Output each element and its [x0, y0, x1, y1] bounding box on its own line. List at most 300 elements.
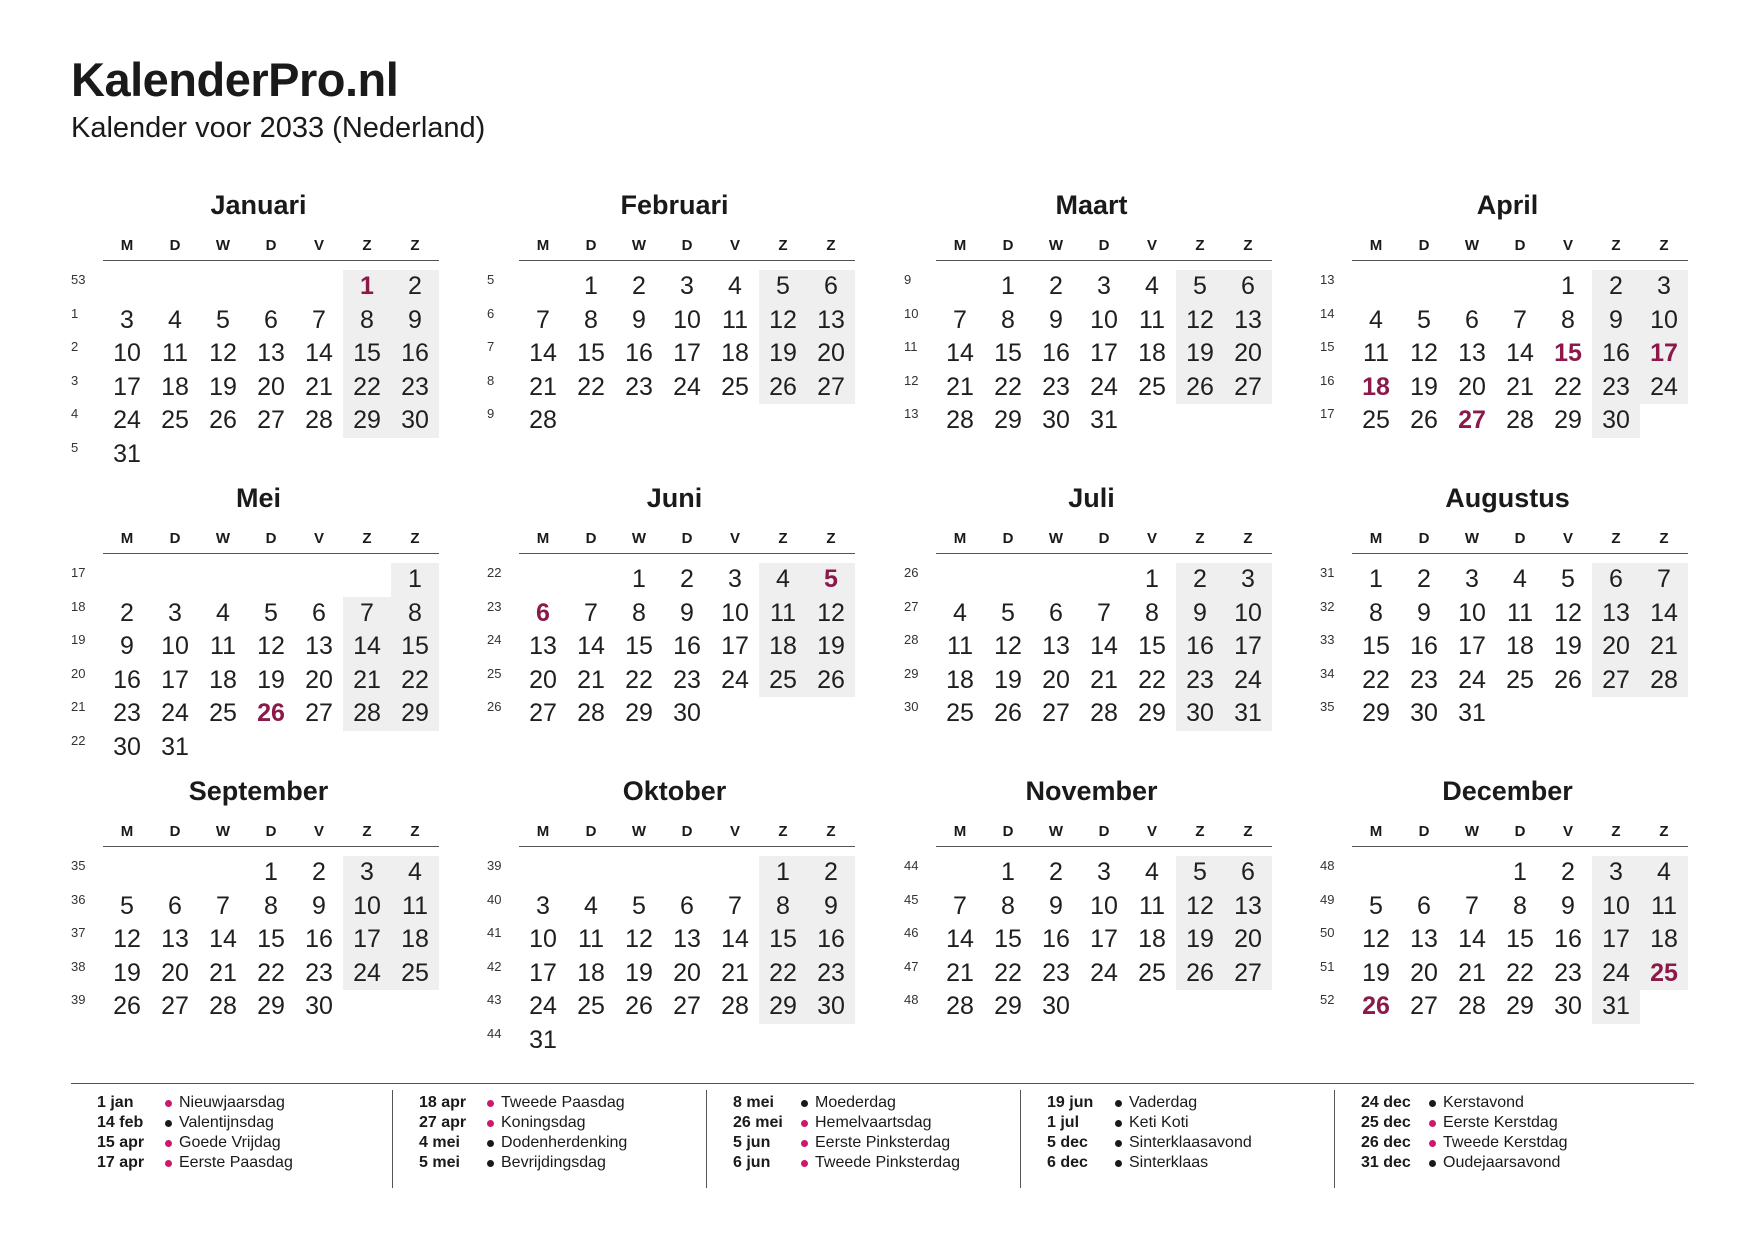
day-cell: 18	[769, 632, 797, 661]
day-cell: 5	[120, 891, 134, 920]
holiday-day-cell: 15	[1554, 339, 1582, 368]
weekday-label: W	[631, 530, 647, 547]
day-cell: 18	[161, 372, 189, 401]
day-cell: 3	[1097, 858, 1111, 886]
day-cell: 7	[953, 305, 967, 334]
day-cell: 21	[721, 958, 749, 987]
day-cell: 21	[577, 665, 605, 694]
day-cell: 2	[120, 598, 134, 627]
weekday-label: V	[1562, 237, 1573, 254]
day-cell: 2	[1609, 272, 1623, 300]
day-cell: 29	[994, 992, 1022, 1021]
day-cell: 28	[721, 992, 749, 1021]
day-cell: 6	[680, 891, 694, 920]
weekday-label: Z	[826, 237, 836, 254]
holiday-name: Goede Vrijdag	[179, 1134, 281, 1151]
day-cell: 31	[113, 440, 141, 468]
day-cell: 10	[113, 339, 141, 368]
day-cell: 20	[1602, 632, 1630, 661]
holiday-day-cell: 17	[1650, 339, 1678, 368]
day-cell: 26	[209, 406, 237, 435]
weekday-label: Z	[778, 823, 788, 840]
day-cell: 10	[1090, 305, 1118, 334]
day-cell: 23	[1186, 665, 1214, 694]
day-cell: 31	[161, 733, 189, 761]
day-cell: 27	[257, 406, 285, 435]
week-number: 48	[1320, 858, 1335, 873]
weekday-label: W	[1048, 530, 1064, 547]
day-cell: 22	[577, 372, 605, 401]
day-cell: 3	[680, 272, 694, 300]
week-number: 29	[904, 665, 919, 681]
day-cell: 19	[817, 632, 845, 661]
header-rule	[1352, 553, 1688, 554]
day-cell: 18	[401, 925, 429, 954]
day-cell: 10	[721, 598, 749, 627]
day-cell: 14	[946, 925, 974, 954]
day-cell: 18	[1138, 925, 1166, 954]
day-cell: 14	[529, 339, 557, 368]
weekday-label: D	[1514, 823, 1526, 840]
day-cell: 26	[625, 992, 653, 1021]
weekday-label: D	[265, 823, 277, 840]
day-cell: 8	[1001, 305, 1015, 334]
weekday-label: W	[1464, 823, 1480, 840]
holiday-name: Moederdag	[815, 1094, 896, 1111]
day-cell: 27	[529, 699, 557, 728]
day-cell: 6	[1241, 858, 1255, 886]
day-cell: 30	[817, 992, 845, 1021]
day-cell: 8	[1561, 305, 1575, 334]
day-cell: 10	[353, 891, 381, 920]
month-name: Maart	[1055, 190, 1128, 220]
day-cell: 12	[209, 339, 237, 368]
weekday-label: M	[120, 237, 134, 254]
day-cell: 11	[1363, 339, 1389, 368]
day-cell: 20	[161, 958, 189, 987]
day-cell: 6	[1049, 598, 1063, 627]
week-number: 44	[487, 1026, 502, 1041]
holiday-column	[1334, 1090, 1649, 1188]
holiday-name: Nieuwjaarsdag	[179, 1094, 285, 1111]
day-cell: 4	[216, 598, 230, 627]
day-cell: 17	[721, 632, 749, 661]
holiday-date: 8 mei	[733, 1094, 774, 1111]
weekday-label: Z	[1243, 530, 1253, 547]
week-number: 34	[1320, 665, 1335, 681]
holiday-name: Eerste Pinksterdag	[815, 1134, 951, 1151]
day-cell: 5	[1417, 305, 1431, 334]
day-cell: 10	[1090, 891, 1118, 920]
day-cell: 17	[353, 925, 381, 954]
week-number: 15	[1320, 339, 1335, 355]
weekday-label: Z	[778, 530, 788, 547]
day-cell: 7	[216, 891, 230, 920]
day-cell: 23	[817, 958, 845, 987]
day-cell: 6	[264, 305, 278, 334]
day-cell: 27	[161, 992, 189, 1021]
week-number: 36	[71, 891, 86, 907]
day-cell: 19	[1410, 372, 1438, 401]
weekday-label: M	[1369, 530, 1383, 547]
holiday-name: Tweede Paasdag	[501, 1094, 625, 1111]
weekday-label: Z	[1243, 823, 1253, 840]
weekday-label: V	[729, 237, 740, 254]
weekday-label: D	[1514, 530, 1526, 547]
day-cell: 15	[994, 925, 1022, 954]
day-cell: 2	[1049, 858, 1063, 886]
week-number: 5	[71, 440, 79, 455]
weekday-label: M	[953, 530, 967, 547]
day-cell: 7	[1513, 305, 1527, 334]
day-cell: 24	[113, 406, 141, 435]
day-cell: 20	[529, 665, 557, 694]
weekday-label: W	[215, 237, 231, 254]
day-cell: 31	[1602, 992, 1630, 1021]
day-cell: 26	[994, 699, 1022, 728]
weekday-label: Z	[362, 530, 372, 547]
day-cell: 25	[1506, 665, 1534, 694]
day-cell: 17	[161, 665, 189, 694]
day-cell: 11	[578, 925, 604, 954]
day-cell: 30	[1410, 699, 1438, 728]
holiday-day-cell: 26	[1362, 992, 1390, 1021]
day-cell: 13	[673, 925, 701, 954]
holiday-date: 1 jan	[97, 1094, 134, 1111]
holiday-name: Bevrijdingsdag	[501, 1154, 606, 1171]
official-holiday-dot-icon	[1429, 1120, 1436, 1127]
holiday-name: Eerste Paasdag	[179, 1154, 293, 1171]
month-oktober	[487, 776, 862, 1066]
day-cell: 5	[1561, 565, 1575, 593]
day-cell: 3	[120, 305, 134, 334]
holiday-dot-icon	[1115, 1160, 1122, 1167]
holiday-dot-icon	[1429, 1100, 1436, 1107]
weekday-label: M	[120, 823, 134, 840]
day-cell: 9	[1609, 305, 1623, 334]
day-cell: 6	[824, 272, 838, 300]
day-cell: 20	[673, 958, 701, 987]
day-cell: 29	[1554, 406, 1582, 435]
day-cell: 25	[769, 665, 797, 694]
day-cell: 25	[1362, 406, 1390, 435]
holiday-day-cell: 6	[536, 598, 550, 627]
day-cell: 25	[1138, 372, 1166, 401]
holiday-date: 4 mei	[419, 1134, 460, 1151]
day-cell: 25	[209, 699, 237, 728]
day-cell: 26	[113, 992, 141, 1021]
week-number: 31	[1320, 565, 1335, 580]
day-cell: 18	[946, 665, 974, 694]
weekday-label: Z	[410, 237, 420, 254]
holiday-date: 31 dec	[1361, 1154, 1411, 1171]
day-cell: 22	[625, 665, 653, 694]
day-cell: 22	[1362, 665, 1390, 694]
week-number: 9	[487, 406, 495, 422]
holiday-name: Tweede Pinksterdag	[815, 1154, 960, 1171]
day-cell: 27	[305, 699, 333, 728]
day-cell: 20	[305, 665, 333, 694]
week-number: 17	[71, 565, 86, 580]
day-cell: 19	[1554, 632, 1582, 661]
day-cell: 25	[1138, 958, 1166, 987]
day-cell: 15	[401, 632, 429, 661]
day-cell: 9	[1049, 305, 1063, 334]
weekday-label: M	[536, 530, 550, 547]
day-cell: 10	[1234, 598, 1262, 627]
day-cell: 28	[577, 699, 605, 728]
day-cell: 10	[161, 632, 189, 661]
holiday-name: Dodenherdenking	[501, 1134, 628, 1151]
holiday-date: 1 jul	[1047, 1114, 1080, 1131]
day-cell: 7	[1657, 565, 1671, 593]
day-cell: 6	[1241, 272, 1255, 300]
day-cell: 9	[120, 632, 134, 661]
day-cell: 19	[257, 665, 285, 694]
week-number: 27	[904, 598, 919, 614]
weekday-label: V	[729, 530, 740, 547]
day-cell: 5	[1193, 858, 1207, 886]
day-cell: 5	[1193, 272, 1207, 300]
week-number: 6	[487, 305, 495, 321]
day-cell: 16	[1554, 925, 1582, 954]
week-number: 46	[904, 925, 919, 941]
day-cell: 6	[1417, 891, 1431, 920]
header-rule	[936, 260, 1272, 261]
week-number: 1	[71, 305, 79, 321]
week-number: 13	[1320, 272, 1335, 287]
week-number: 12	[904, 372, 919, 388]
weekday-label: D	[1002, 237, 1014, 254]
day-cell: 28	[529, 406, 557, 435]
day-cell: 1	[1561, 272, 1575, 300]
day-cell: 1	[1001, 272, 1015, 300]
weekday-label: V	[313, 237, 324, 254]
day-cell: 31	[529, 1026, 557, 1054]
weekday-label: W	[631, 823, 647, 840]
day-cell: 12	[1186, 305, 1214, 334]
day-cell: 13	[161, 925, 189, 954]
day-cell: 23	[1042, 372, 1070, 401]
day-cell: 12	[817, 598, 845, 627]
day-cell: 24	[1234, 665, 1262, 694]
day-cell: 23	[401, 372, 429, 401]
day-cell: 11	[1651, 891, 1677, 920]
day-cell: 12	[113, 925, 141, 954]
day-cell: 30	[1186, 699, 1214, 728]
day-cell: 17	[1458, 632, 1486, 661]
holiday-date: 6 dec	[1047, 1154, 1088, 1171]
day-cell: 23	[1602, 372, 1630, 401]
day-cell: 29	[257, 992, 285, 1021]
month-name: Mei	[235, 483, 281, 513]
day-cell: 28	[353, 699, 381, 728]
day-cell: 2	[680, 565, 694, 593]
month-mei	[71, 483, 446, 773]
week-number: 26	[904, 565, 919, 580]
day-cell: 2	[1417, 565, 1431, 593]
day-cell: 13	[529, 632, 557, 661]
week-number: 9	[904, 272, 912, 287]
weekday-label: Z	[826, 530, 836, 547]
week-number: 2	[71, 339, 79, 355]
week-number: 44	[904, 858, 919, 873]
day-cell: 11	[1139, 891, 1165, 920]
day-cell: 23	[1554, 958, 1582, 987]
day-cell: 21	[1090, 665, 1118, 694]
day-cell: 1	[1513, 858, 1527, 886]
day-cell: 3	[1609, 858, 1623, 886]
header-rule	[519, 260, 855, 261]
day-cell: 14	[577, 632, 605, 661]
day-cell: 23	[625, 372, 653, 401]
day-cell: 27	[1410, 992, 1438, 1021]
day-cell: 2	[1561, 858, 1575, 886]
day-cell: 28	[1506, 406, 1534, 435]
day-cell: 4	[1513, 565, 1527, 593]
holiday-day-cell: 27	[1458, 406, 1486, 435]
day-cell: 22	[994, 372, 1022, 401]
day-cell: 3	[1465, 565, 1479, 593]
day-cell: 11	[722, 305, 748, 334]
holiday-column	[71, 1090, 385, 1188]
day-cell: 23	[1410, 665, 1438, 694]
day-cell: 14	[1090, 632, 1118, 661]
holiday-dot-icon	[165, 1120, 172, 1127]
day-cell: 14	[721, 925, 749, 954]
day-cell: 3	[168, 598, 182, 627]
day-cell: 30	[1042, 406, 1070, 435]
header-rule	[1352, 260, 1688, 261]
day-cell: 9	[408, 305, 422, 334]
day-cell: 30	[401, 406, 429, 435]
day-cell: 24	[529, 992, 557, 1021]
day-cell: 21	[529, 372, 557, 401]
header-rule	[936, 553, 1272, 554]
day-cell: 30	[1554, 992, 1582, 1021]
day-cell: 16	[401, 339, 429, 368]
weekday-label: Z	[1659, 237, 1669, 254]
week-number: 49	[1320, 891, 1335, 907]
day-cell: 9	[1417, 598, 1431, 627]
weekday-label: M	[1369, 237, 1383, 254]
weekday-label: D	[681, 823, 693, 840]
day-cell: 15	[1506, 925, 1534, 954]
day-cell: 1	[584, 272, 598, 300]
day-cell: 13	[1602, 598, 1630, 627]
day-cell: 24	[161, 699, 189, 728]
holiday-column	[706, 1090, 1021, 1188]
day-cell: 28	[946, 992, 974, 1021]
weekday-label: Z	[1659, 530, 1669, 547]
day-cell: 27	[673, 992, 701, 1021]
month-maart	[904, 190, 1279, 480]
day-cell: 8	[1513, 891, 1527, 920]
day-cell: 19	[994, 665, 1022, 694]
week-number: 3	[71, 372, 79, 388]
holiday-date: 15 apr	[97, 1134, 145, 1151]
day-cell: 10	[1458, 598, 1486, 627]
month-november	[904, 776, 1279, 1066]
day-cell: 3	[360, 858, 374, 886]
day-cell: 16	[1410, 632, 1438, 661]
week-number: 19	[71, 632, 86, 648]
day-cell: 3	[536, 891, 550, 920]
day-cell: 15	[769, 925, 797, 954]
day-cell: 24	[1090, 372, 1118, 401]
day-cell: 2	[1049, 272, 1063, 300]
day-cell: 30	[1602, 406, 1630, 435]
day-cell: 7	[584, 598, 598, 627]
day-cell: 25	[401, 958, 429, 987]
week-number: 51	[1320, 958, 1335, 974]
day-cell: 13	[1458, 339, 1486, 368]
official-holiday-dot-icon	[801, 1120, 808, 1127]
day-cell: 8	[584, 305, 598, 334]
holiday-date: 14 feb	[97, 1114, 144, 1131]
weekday-label: V	[313, 823, 324, 840]
day-cell: 24	[1090, 958, 1118, 987]
day-cell: 24	[1602, 958, 1630, 987]
day-cell: 25	[946, 699, 974, 728]
day-cell: 13	[1234, 891, 1262, 920]
day-cell: 5	[1001, 598, 1015, 627]
week-number: 39	[487, 858, 502, 873]
holiday-date: 19 jun	[1047, 1094, 1094, 1111]
day-cell: 4	[1145, 272, 1159, 300]
day-cell: 15	[257, 925, 285, 954]
day-cell: 11	[1507, 598, 1533, 627]
official-holiday-dot-icon	[801, 1140, 808, 1147]
day-cell: 3	[728, 565, 742, 593]
day-cell: 1	[408, 565, 422, 593]
week-number: 45	[904, 891, 919, 907]
day-cell: 29	[994, 406, 1022, 435]
week-number: 16	[1320, 372, 1335, 388]
month-name: Oktober	[622, 776, 727, 806]
day-cell: 4	[408, 858, 422, 886]
day-cell: 16	[113, 665, 141, 694]
official-holiday-dot-icon	[165, 1160, 172, 1167]
week-number: 24	[487, 632, 502, 648]
day-cell: 18	[1138, 339, 1166, 368]
day-cell: 21	[353, 665, 381, 694]
day-cell: 1	[1369, 565, 1383, 593]
day-cell: 9	[1561, 891, 1575, 920]
day-cell: 30	[673, 699, 701, 728]
day-cell: 17	[1090, 925, 1118, 954]
weekday-label: D	[585, 237, 597, 254]
day-cell: 8	[1145, 598, 1159, 627]
holiday-name: Sinterklaasavond	[1129, 1134, 1252, 1151]
week-number: 8	[487, 372, 495, 388]
day-cell: 20	[1410, 958, 1438, 987]
week-number: 21	[71, 699, 86, 715]
weekday-label: Z	[1195, 530, 1205, 547]
week-number: 41	[487, 925, 502, 941]
holiday-dot-icon	[1115, 1100, 1122, 1107]
weekday-label: Z	[1195, 237, 1205, 254]
week-number: 37	[71, 925, 86, 941]
day-cell: 1	[632, 565, 646, 593]
holiday-name: Hemelvaartsdag	[815, 1114, 932, 1131]
holiday-dot-icon	[1115, 1120, 1122, 1127]
weekday-label: W	[1048, 237, 1064, 254]
day-cell: 29	[401, 699, 429, 728]
day-cell: 4	[584, 891, 598, 920]
day-cell: 7	[312, 305, 326, 334]
day-cell: 15	[994, 339, 1022, 368]
